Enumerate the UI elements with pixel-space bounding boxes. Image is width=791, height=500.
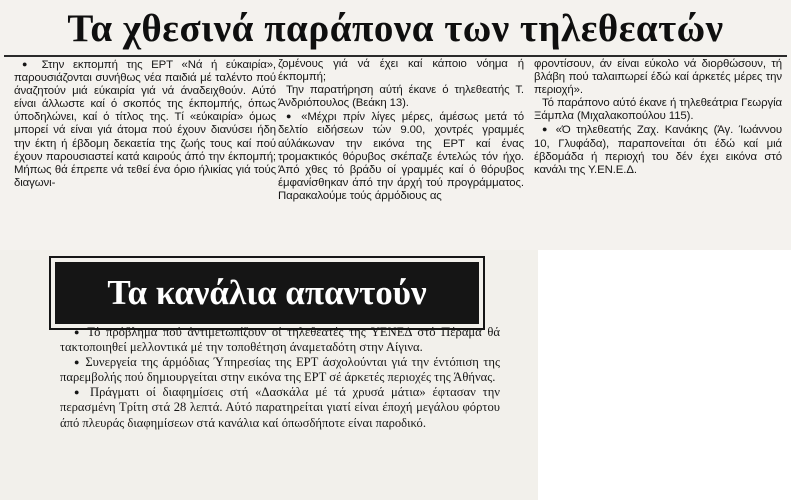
bullet-icon: ● bbox=[74, 327, 82, 337]
bullet-icon: ● bbox=[74, 357, 81, 368]
bullet-icon: ● bbox=[74, 387, 84, 398]
headline-rule bbox=[4, 55, 787, 57]
bullet-icon: ● bbox=[22, 59, 33, 69]
paragraph bbox=[534, 123, 782, 176]
paragraph-text: «Ό τηλεθεατής Ζαχ. Κανάκης (Άγ. Ίωάννου 10, Γλυφάδα), παραπονείται ότι έδώ καί μιά έβδομάδα ή περιοχή του δέν έχει εικόνα στό κανάλι της Υ.ΕΝ.Ε.Δ. bbox=[534, 124, 782, 176]
column-3 bbox=[534, 58, 782, 250]
reply-body bbox=[60, 325, 500, 431]
paragraph bbox=[534, 58, 782, 97]
paragraph-text: Τό παράπονο αύτό έκανε ή τηλεθεάτρια Γεωργία Ξάμπλα (Μιχαλακοπούλου 115). bbox=[534, 97, 782, 123]
article-headline: Τα χθεσινά παράπονα των τηλεθεατών bbox=[67, 7, 724, 50]
reply-paragraph bbox=[60, 325, 500, 355]
bullet-icon: ● bbox=[542, 124, 550, 135]
paragraph-text: Την παρατήρηση αύτή έκανε ό τηλεθεατής Τ. Άνδριόπουλος (Βεάκη 13). bbox=[278, 84, 524, 110]
reply-paragraph bbox=[60, 355, 500, 385]
column-2 bbox=[278, 58, 524, 250]
reply-banner: Τα κανάλια απαντούν bbox=[55, 262, 479, 324]
paragraph-text: «Μέχρι πρίν λίγες μέρες, άμέσως μετά τό δελτίο ειδήσεων τών 9.00, χοντρές γραμμές αύλάκωναν την εικόνα της ΕΡΤ καί ένας τρομακτικός θόρυβος σκέπαζε έντελώς τόν ήχο. Άπό χθες τό βράδυ οί γραμμές καί ό θόρυβος έμφανίσθηκαν άπό την άρχή τού προγράμματος. Παρακαλούμε τούς άρμόδιους ας bbox=[278, 111, 524, 202]
paragraph-text: ζομένους γιά νά έχει καί κάποιο νόημα ή έκπομπή; bbox=[278, 58, 524, 84]
paragraph bbox=[278, 58, 524, 84]
paragraph-text: φροντίσουν, άν είναι εύκολο νά διορθώσουν, τή βλάβη πού ταλαιπωρεί έδώ καί άρκετές μέρες την περιοχή». bbox=[534, 58, 782, 97]
paragraph bbox=[14, 58, 276, 190]
paragraph bbox=[278, 84, 524, 110]
paragraph bbox=[534, 97, 782, 123]
paragraph bbox=[278, 110, 524, 203]
paragraph-text: Συνεργεία της άρμόδιας Ύπηρεσίας της ΕΡΤ άσχολούνται γιά την έντόπιση της παρεμβολής πού δημιουργείται στην εικόνα της ΕΡΤ σέ άρκετές περιοχές της Άθήνας. bbox=[60, 355, 500, 385]
paragraph-text: Στην εκπομπή της ΕΡΤ «Νά ή εύκαιρία», παρουσιάζονται συνήθως νέα παιδιά μέ ταλέντο πού άναζητούν μιά εύκαιρία γιά νά άναδειχθούν. Αύτό είναι άλλωστε καί ό σκοπός της έκπομπής, όπως ύποδηλώνει, καί ό τίτλος της. Τί «εύκαιρία» όμως μπορεί νά είναι γιά άτομα πού έχουν διανύσει ήδη την έκτη ή έβδομη δεκαετία της ζωής τους καί πού έχουν παρουσιαστεί κατά καιρούς άπό την έκπομπή; Μήπως θά έπρεπε νά τεθεί ένα όριο ήλικίας γιά τούς διαγωνι- bbox=[14, 59, 276, 189]
bullet-icon: ● bbox=[286, 111, 295, 122]
reply-paragraph bbox=[60, 385, 500, 430]
paragraph-text: Πράγματι οί διαφημίσεις στή «Δασκάλα μέ τά χρυσά μάτια» έφτασαν την περασμένη Τρίτη στά 28 λεπτά. Αύτό παρατηρείται γιατί είναι έποχή μεγάλου φόρτου άπό πλευράς διαφημίσεων στά κανάλια καί όπωσδήποτε είναι παροδικό. bbox=[60, 385, 500, 430]
column-1 bbox=[14, 58, 276, 250]
paragraph-text: Τό πρόβλημα πού άντιμετωπίζουν οί τηλεθεατές της ΥΕΝΕΔ στό Πέραμα θά τακτοποιηθεί μελλοντικά μέ την τοποθέτηση άναμεταδότη στην Αίγινα. bbox=[60, 325, 501, 355]
